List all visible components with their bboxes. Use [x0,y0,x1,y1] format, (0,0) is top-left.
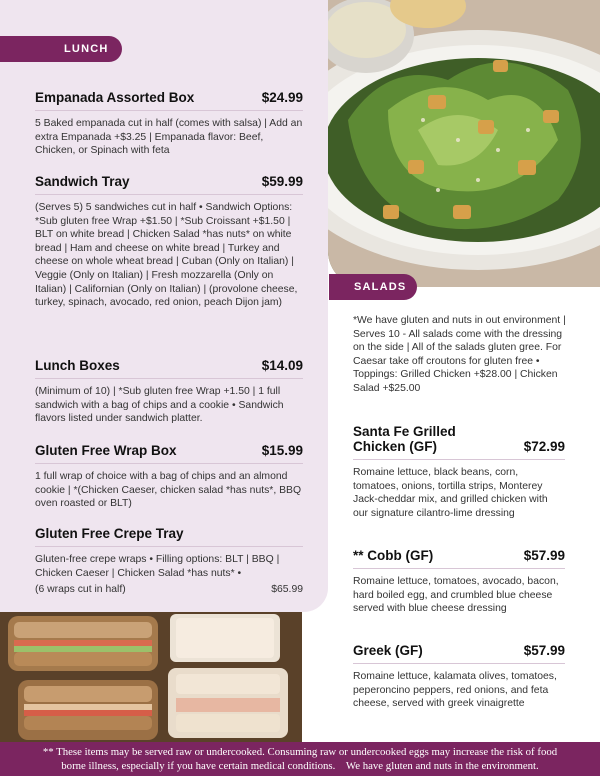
sandwich-tray-photo [0,612,302,742]
menu-item-santa-fe-chicken [353,424,565,520]
item-name: Greek (GF) [353,643,423,658]
item-description: 1 full wrap of choice with a bag of chips and an almond cookie | *(Chicken Caeser, chicken salad *has nuts*, BBQ oven roasted or BLT) [35,471,302,510]
divider [353,568,565,569]
item-description: (Minimum of 10) | *Sub gluten free Wrap +1.50 | 1 full sandwich with a bag of chips and a cookie • Sandwich flavors listed under sandwich platter. [35,386,284,425]
item-price: $59.99 [261,174,303,189]
item-name [353,424,456,454]
item-name-line-2: Chicken (GF) [353,439,438,454]
item-price: $57.99 [523,643,565,658]
menu-item-empanada-box [35,90,303,158]
item-description: (Serves 5) 5 sandwiches cut in half • Sandwich Options: *Sub gluten free Wrap +$1.50 | *Sub Croissant +$1.50 | BLT on white bread | Chicken Salad *has nuts* on white bread | Ham and cheese on white bread | Turkey and cheese on whole wheat bread | Cuban (Only on Italian) | Veggie (Only on Italian) | Fresh mozzarella (Only on Italian) | Californian (Only on Italian) | (provolone cheese, turkey, spinach, avocado, red onion, peach Dijon jam) [35,202,298,309]
caesar-salad-illustration [328,0,600,287]
divider [35,110,303,111]
item-price: $65.99 [271,584,303,596]
item-name: Lunch Boxes [35,358,120,373]
divider [35,194,303,195]
footer-line-2: borne illness, especially if you have certain medical conditions. We have gluten and nuts in the environment. [61,760,539,772]
item-price: $57.99 [523,548,565,563]
item-price: $15.99 [261,443,303,458]
item-price: $24.99 [261,90,303,105]
item-description-last-line [35,583,303,597]
salads-intro: *We have gluten and nuts in out environment | Serves 10 - All salads come with the dressing on the side | All of the salads gluten gree. For Caesar take off croutons for gluten free • Toppings: Grilled Chicken +$28.00 | Chicken Salad +$25.00 [353,315,566,394]
item-name: Empanada Assorted Box [35,90,195,105]
divider [35,378,303,379]
menu-item-sandwich-tray [35,174,303,310]
lunch-section-label: LUNCH [0,36,122,62]
menu-item-gluten-free-wrap-box [35,443,303,511]
item-name-line-1: Santa Fe Grilled [353,424,456,439]
salads-section-label: SALADS [329,274,417,300]
item-price: $72.99 [523,439,565,454]
item-description: Romaine lettuce, kalamata olives, tomatoes, peperoncino peppers, red onions, and feta cheese, served with greek vinaigrette [353,671,557,710]
menu-item-cobb [353,548,565,616]
sandwich-tray-illustration [0,612,302,742]
item-description: Romaine lettuce, tomatoes, avocado, bacon, hard boiled egg, and crumbled blue cheese served with blue cheese dressing [353,576,559,615]
caesar-salad-photo [328,0,600,287]
menu-item-lunch-boxes [35,358,303,426]
item-name: Gluten Free Wrap Box [35,443,177,458]
menu-item-gluten-free-crepe-tray [35,526,303,597]
item-name: Gluten Free Crepe Tray [35,526,184,541]
divider [353,663,565,664]
item-description: 5 Baked empanada cut in half (comes with salsa) | Add an extra Empanada +$3.25 | Empanada flavor: Beef, Chicken, or Spinach with feta [35,118,303,157]
item-description: Romaine lettuce, black beans, corn, tomatoes, onions, tortilla strips, Monterey Jack-cheddar mix, and grilled chicken with our signature cilantro-lime dressing [353,467,548,519]
menu-item-greek [353,643,565,711]
footer-line-1: ** These items may be served raw or undercooked. Consuming raw or undercooked eggs may increase the risk of food [42,746,558,758]
allergen-footer [0,742,600,776]
item-description-note: (6 wraps cut in half) [35,584,126,596]
divider [353,459,565,460]
divider [35,546,303,547]
item-description: Gluten-free crepe wraps • Filling options: BLT | BBQ | Chicken Caeser | Chicken Salad *has nuts* • [35,554,280,579]
item-name: ** Cobb (GF) [353,548,434,563]
divider [35,463,303,464]
item-name: Sandwich Tray [35,174,130,189]
item-price: $14.09 [261,358,303,373]
